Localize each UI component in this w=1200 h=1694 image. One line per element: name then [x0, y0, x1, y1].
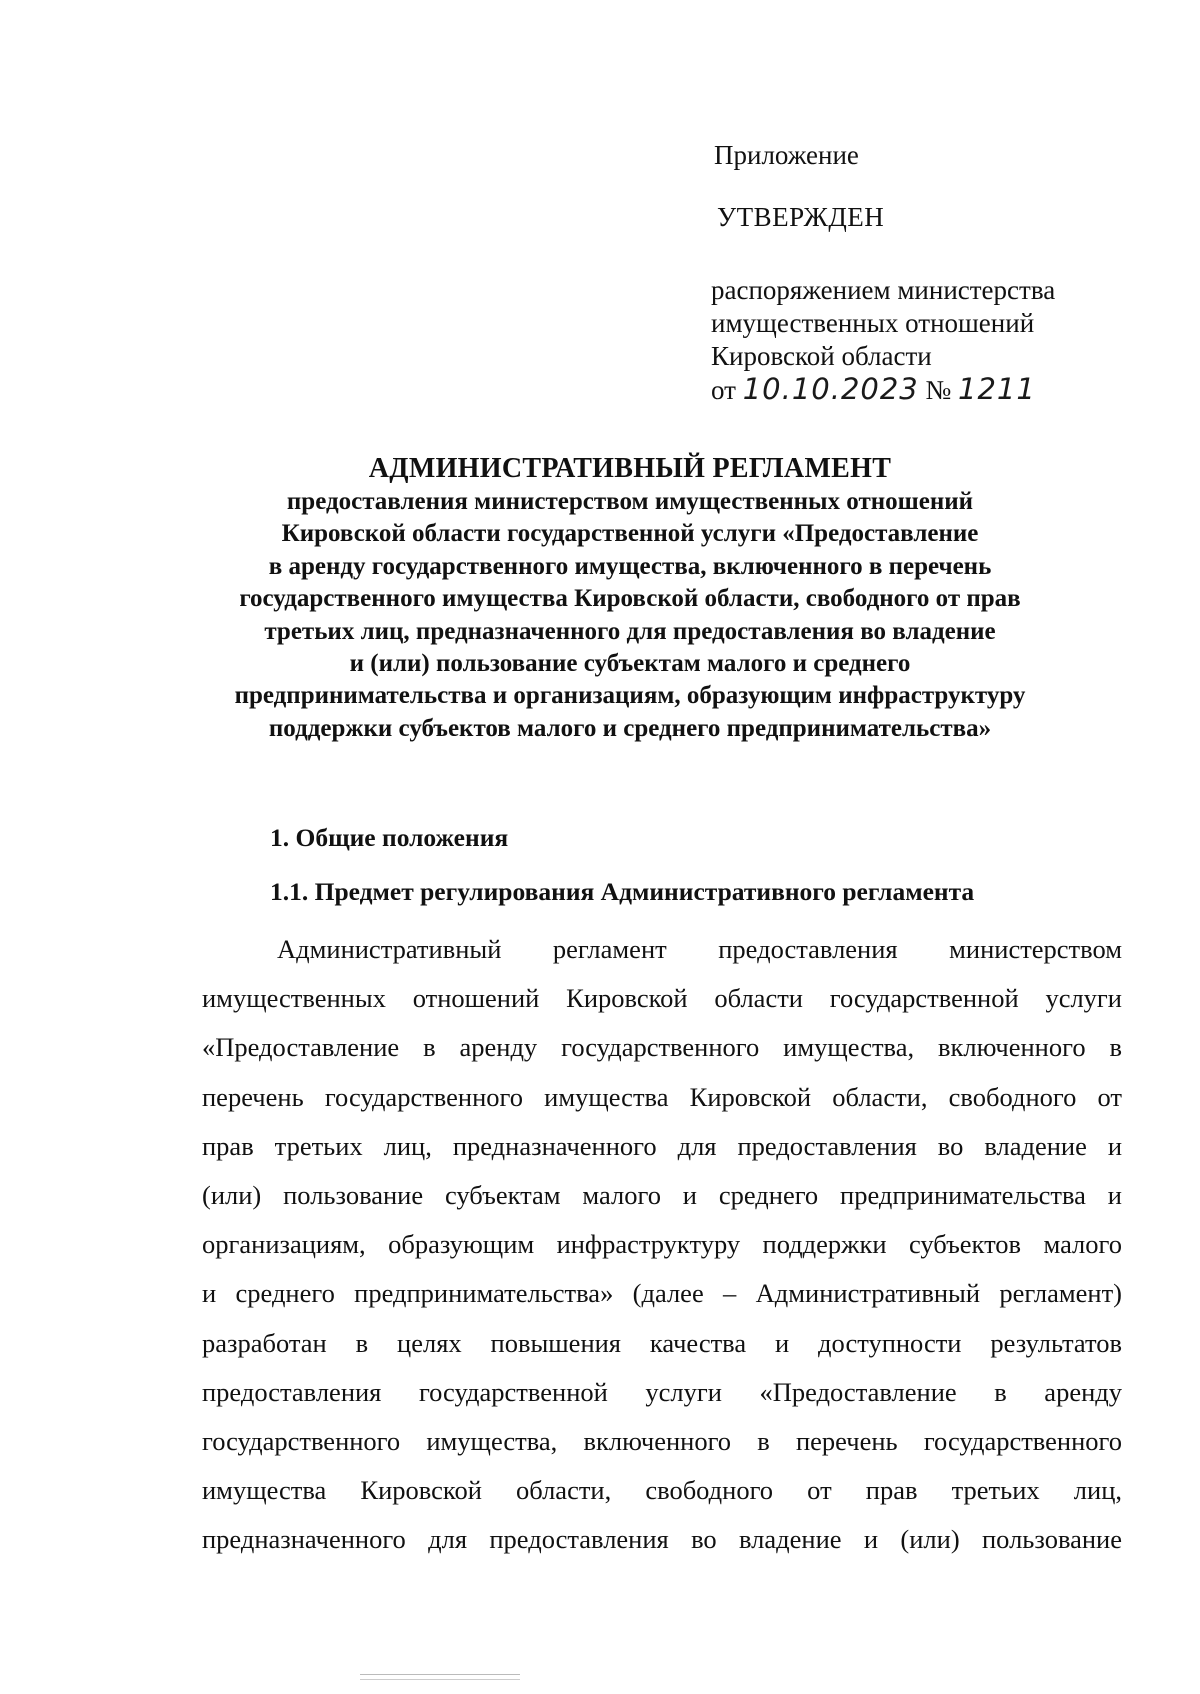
title-line: государственного имущества Кировской области, свободного от прав — [239, 585, 1021, 613]
order-date-handwritten: 10.10.2023 — [742, 372, 919, 406]
document-title — [150, 452, 1110, 745]
paragraph-line: разработан в целях повышения качества и доступности результатов — [202, 1327, 1122, 1358]
appendix-label: Приложение — [714, 140, 859, 170]
paragraph-line: перечень государственного имущества Кировской области, свободного от — [202, 1081, 1122, 1112]
scan-artifact — [360, 1674, 520, 1680]
body-paragraph — [202, 925, 1122, 1565]
paragraph-line: (или) пользование субъектам малого и среднего предпринимательства и — [202, 1180, 1122, 1211]
order-line: распоряжением министерства — [711, 275, 1056, 305]
order-prefix: от — [711, 375, 736, 405]
order-date-line — [711, 373, 1055, 407]
paragraph-line: имущественных отношений Кировской области государственной услуги — [202, 983, 1122, 1014]
title-line: поддержки субъектов малого и среднего предпринимательства» — [268, 714, 992, 742]
title-line: в аренду государственного имущества, включенного в перечень — [268, 552, 992, 580]
title-line: предоставления министерством имущественных отношений — [286, 488, 974, 515]
title-line: третьих лиц, предназначенного для предоставления во владение — [264, 617, 996, 645]
approved-label: УТВЕРЖДЕН — [717, 202, 885, 232]
paragraph-line: прав третьих лиц, предназначенного для предоставления во владение и — [202, 1130, 1122, 1161]
paragraph-line: государственного имущества, включенного в перечень государственного — [202, 1426, 1122, 1457]
paragraph-line: Административный регламент предоставления министерством — [277, 934, 1122, 964]
paragraph-line: предназначенного для предоставления во владение и (или) пользование — [202, 1524, 1122, 1555]
title-line: и (или) пользование субъектам малого и среднего — [349, 650, 911, 678]
section-heading: 1. Общие положения — [270, 823, 509, 852]
paragraph-line: организациям, образующим инфраструктуру поддержки субъектов малого — [202, 1229, 1122, 1260]
title-subtitle — [150, 486, 1110, 745]
order-number-handwritten: 1211 — [958, 372, 1036, 406]
order-line: имущественных отношений — [711, 308, 1035, 338]
subsection-heading: 1.1. Предмет регулирования Административного регламента — [270, 877, 975, 906]
paragraph-line: предоставления государственной услуги «Предоставление в аренду — [202, 1376, 1122, 1407]
title-line: Кировской области государственной услуги «Предоставление — [281, 520, 979, 548]
order-line: Кировской области — [711, 341, 932, 371]
paragraph-line: «Предоставление в аренду государственного имущества, включенного в — [202, 1032, 1122, 1063]
title-line: предпринимательства и организациям, образующим инфраструктуру — [234, 682, 1026, 710]
order-number-sign: № — [925, 375, 952, 405]
order-reference — [711, 274, 1055, 407]
paragraph-line: имущества Кировской области, свободного от прав третьих лиц, — [202, 1475, 1122, 1506]
title-main: АДМИНИСТРАТИВНЫЙ РЕГЛАМЕНТ — [368, 453, 892, 484]
paragraph-line: и среднего предпринимательства» (далее – Административный регламент) — [202, 1278, 1122, 1309]
